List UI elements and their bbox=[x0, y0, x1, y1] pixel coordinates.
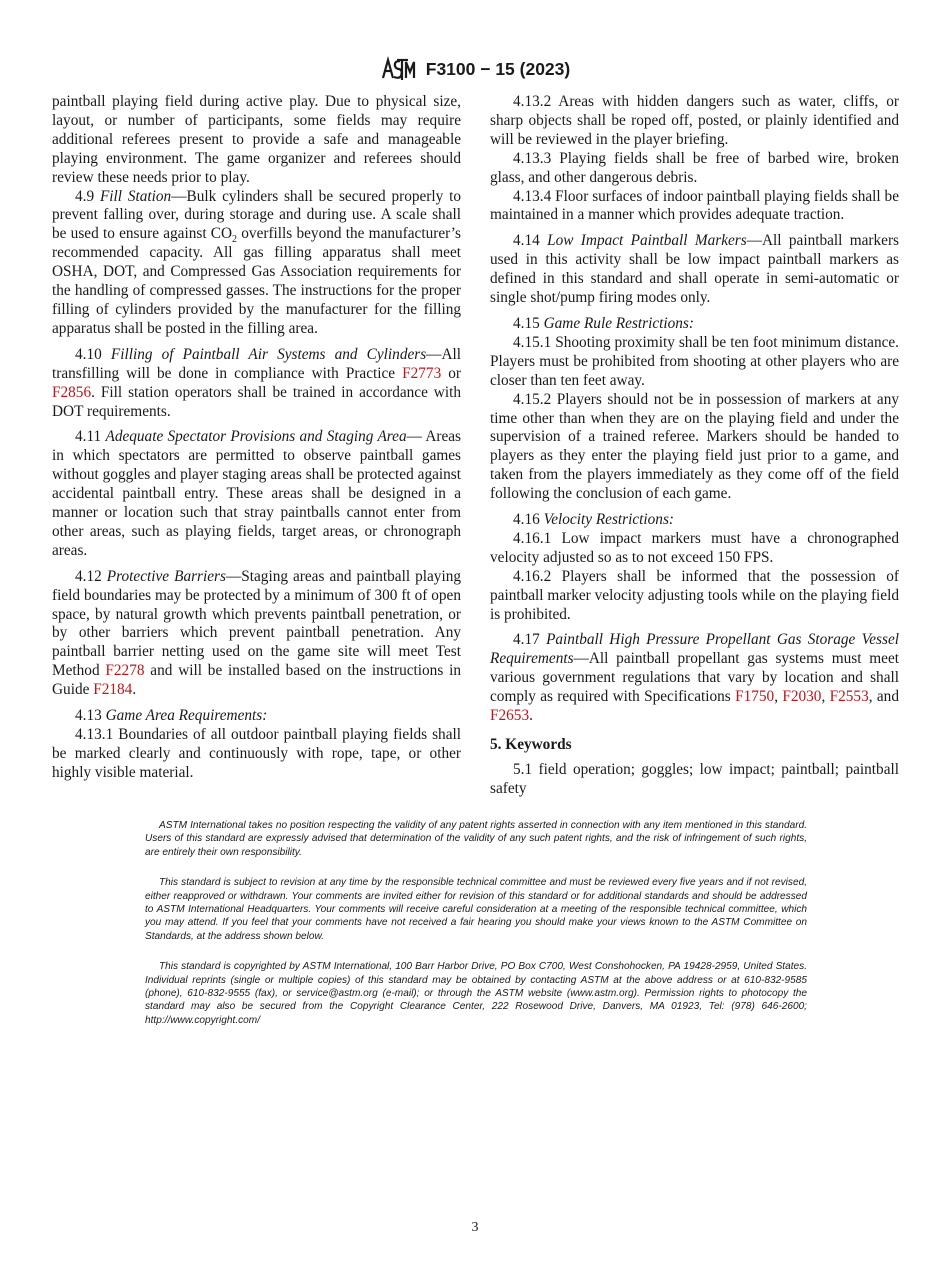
left-column bbox=[52, 93, 461, 790]
astm-logo-icon bbox=[380, 56, 416, 82]
text: 4.15.2 Players should not be in possession of markers at any time other than when they are on the playing field and under the supervision of a trained referee. Markers should be handed to players as they enter the playing field just prior to a game, and taken from the players immediately as they come off of the field following the conclusion of each game. bbox=[490, 390, 899, 503]
text: — Areas in which spectators are permitted to observe paintball games without goggles and player staging areas shall be protected against accidental paintball entry. These areas shall be designed in a manner or location such that stray paintballs cannot enter from other areas, such as playing fields, target areas, or chronograph areas. bbox=[52, 428, 461, 559]
right-column bbox=[490, 93, 899, 806]
paragraph bbox=[490, 761, 899, 799]
copyright-notice: This standard is copyrighted by ASTM International, 100 Barr Harbor Drive, PO Box C700, West Conshohocken, PA 19428-2959, United States. Individual reprints (single or multiple copies) of this standard may be obtained by contacting ASTM at the above address or at 610-832-9585 (phone), 610-832-9555 (fax), or service@astm.org (e-mail); or through the ASTM website (www.astm.org). Permission rights to photocopy the standard may also be secured from the Copyright Clearance Center, 222 Rosewood Drive, Danvers, MA 01923, Tel: (978) 646-2600; http://www.copyright.com/ bbox=[145, 961, 807, 1026]
text: , and bbox=[868, 688, 899, 706]
standard-reference-link[interactable]: F2553 bbox=[829, 688, 869, 706]
paragraph bbox=[490, 631, 899, 726]
text: 4.16.1 Low impact markers must have a chronographed velocity adjusted so as to not exceed 150 FPS. bbox=[490, 529, 899, 566]
text: —All paintball markers used in this activity shall be low impact paintball markers as defined in this standard and shall operate in semi-automatic or single shot/pump firing modes only. bbox=[490, 232, 899, 307]
text: . bbox=[529, 707, 533, 725]
paragraph bbox=[490, 150, 899, 188]
text: —Bulk cylinders shall be secured properly to prevent falling over, during storage and during use. A scale shall be used to ensure against CO bbox=[52, 187, 462, 243]
revision-notice: This standard is subject to revision at any time by the responsible technical committee and must be reviewed every five years and if not revised, either reapproved or withdrawn. Your comments are invited either for revision of this standard or for additional standards and should be addressed to ASTM International Headquarters. Your comments will receive careful consideration at a meeting of the responsible technical committee, which you may attend. If you feel that your comments have not received a fair hearing you should make your views known to the ASTM Committee on Standards, at the address shown below. bbox=[145, 877, 807, 942]
text: —Staging areas and paintball playing field boundaries may be protected by a minimum of 300 ft of open space, by natural growth which prevents paintball penetration, or by other barriers which prevent paintball penetration. Any paintball barrier netting used on the game site will meet Test Method bbox=[52, 567, 461, 680]
text: 4.9 bbox=[75, 187, 100, 205]
text: . Fill station operators shall be trained in accordance with DOT requirements. bbox=[52, 383, 461, 420]
text: 4.16 bbox=[513, 511, 544, 529]
text: 4.11 bbox=[75, 428, 106, 446]
text: 4.10 bbox=[75, 345, 111, 363]
standard-reference-link[interactable]: F2030 bbox=[782, 688, 822, 706]
standard-reference-link[interactable]: F2856 bbox=[52, 383, 92, 401]
page-header bbox=[0, 56, 950, 82]
text: 5.1 field operation; goggles; low impact; paintball; paintball safety bbox=[490, 760, 899, 797]
text: overfills beyond the manufacturer’s recommended capacity. All gas filling apparatus shall meet OSHA, DOT, and Compressed Gas Association requirements for the handling of compressed gasses. The instructions for the proper filling of cylinders provided by the manufacturer for the filling apparatus shall be posted in the filling area. bbox=[52, 225, 461, 337]
section-title: Game Rule Restrictions: bbox=[543, 314, 694, 332]
text: 4.14 bbox=[513, 232, 548, 250]
page-number: 3 bbox=[471, 1220, 479, 1235]
section-title: Adequate Spectator Provisions and Staging Area bbox=[105, 428, 407, 446]
standard-reference-link[interactable]: F2773 bbox=[402, 364, 442, 382]
text: 4.13.4 Floor surfaces of indoor paintball playing fields shall be maintained in a manner which provides adequate traction. bbox=[490, 187, 899, 224]
text: and will be installed based on the instructions in Guide bbox=[52, 662, 461, 699]
section-title: Fill Station bbox=[99, 187, 172, 205]
paragraph bbox=[490, 232, 899, 308]
paragraph bbox=[52, 707, 461, 726]
patent-notice: ASTM International takes no position respecting the validity of any patent rights asserted in connection with any item mentioned in this standard. Users of this standard are expressly advised that determination of the validity of any such patent rights, and the risk of infringement of such rights, are entirely their own responsibility. bbox=[145, 820, 807, 858]
text: . bbox=[132, 681, 137, 699]
text: 4.13.1 Boundaries of all outdoor paintball playing fields shall be marked clearly and continuously with rope, tape, or other highly visible material. bbox=[52, 726, 461, 781]
paragraph bbox=[490, 530, 899, 568]
text: 4.16.2 Players shall be informed that the possession of paintball marker velocity adjusting tools while on the playing field is prohibited. bbox=[490, 567, 899, 623]
text: 4.13.3 Playing fields shall be free of barbed wire, broken glass, and other dangerous debris. bbox=[490, 149, 899, 186]
text: or bbox=[441, 364, 461, 382]
text: —All transfilling will be done in compliance with Practice bbox=[52, 345, 462, 382]
section-title: Low Impact Paintball Markers bbox=[547, 232, 747, 250]
text: 4.13 bbox=[75, 707, 106, 725]
paragraph bbox=[490, 315, 899, 334]
section-title: Filling of Paintball Air Systems and Cylinders bbox=[110, 345, 427, 363]
paragraph bbox=[490, 334, 899, 391]
section-title: Game Area Requirements: bbox=[105, 707, 268, 725]
paragraph bbox=[490, 568, 899, 625]
paragraph bbox=[490, 93, 899, 150]
paragraph bbox=[52, 726, 461, 783]
paragraph bbox=[52, 346, 461, 422]
text: 4.12 bbox=[75, 567, 107, 585]
text: 4.17 bbox=[513, 631, 547, 649]
paragraph bbox=[490, 188, 899, 226]
paragraph bbox=[490, 391, 899, 504]
subscript: 2 bbox=[232, 234, 238, 246]
footnotes bbox=[145, 819, 807, 1044]
text: 4.15.1 Shooting proximity shall be ten foot minimum distance. Players must be prohibited from shooting at other players who are closer than ten feet away. bbox=[490, 333, 899, 389]
paragraph bbox=[52, 428, 461, 560]
standard-reference-link[interactable]: F2184 bbox=[93, 681, 133, 699]
section-title: Protective Barriers bbox=[106, 567, 226, 585]
document-designation: F3100 − 15 (2023) bbox=[425, 58, 571, 79]
text: , bbox=[821, 688, 830, 706]
section-title: Velocity Restrictions: bbox=[543, 511, 675, 529]
standard-reference-link[interactable]: F2278 bbox=[105, 662, 145, 680]
text: paintball playing field during active play. Due to physical size, layout, or number of participants, some fields may require additional referees present to provide a safe and manageable playing environment. The game organizer and referees should review these needs prior to play. bbox=[52, 93, 461, 186]
section-title: Paintball High Pressure Propellant Gas Storage Vessel Requirements bbox=[490, 631, 899, 668]
text: , bbox=[774, 688, 783, 706]
paragraph bbox=[490, 511, 899, 530]
standard-reference-link[interactable]: F1750 bbox=[735, 688, 775, 706]
paragraph bbox=[52, 568, 461, 700]
text: —All paintball propellant gas systems must meet various government regulations that vary by location and shall comply as required with Specifications bbox=[490, 650, 899, 706]
standard-reference-link[interactable]: F2653 bbox=[490, 707, 530, 725]
paragraph bbox=[52, 188, 461, 339]
paragraph bbox=[52, 93, 461, 188]
text: 4.15 bbox=[513, 314, 544, 332]
section-heading: 5. Keywords bbox=[490, 736, 572, 753]
text: 4.13.2 Areas with hidden dangers such as water, cliffs, or sharp objects shall be roped off, posted, or plainly identified and will be reviewed in the player briefing. bbox=[490, 93, 899, 148]
